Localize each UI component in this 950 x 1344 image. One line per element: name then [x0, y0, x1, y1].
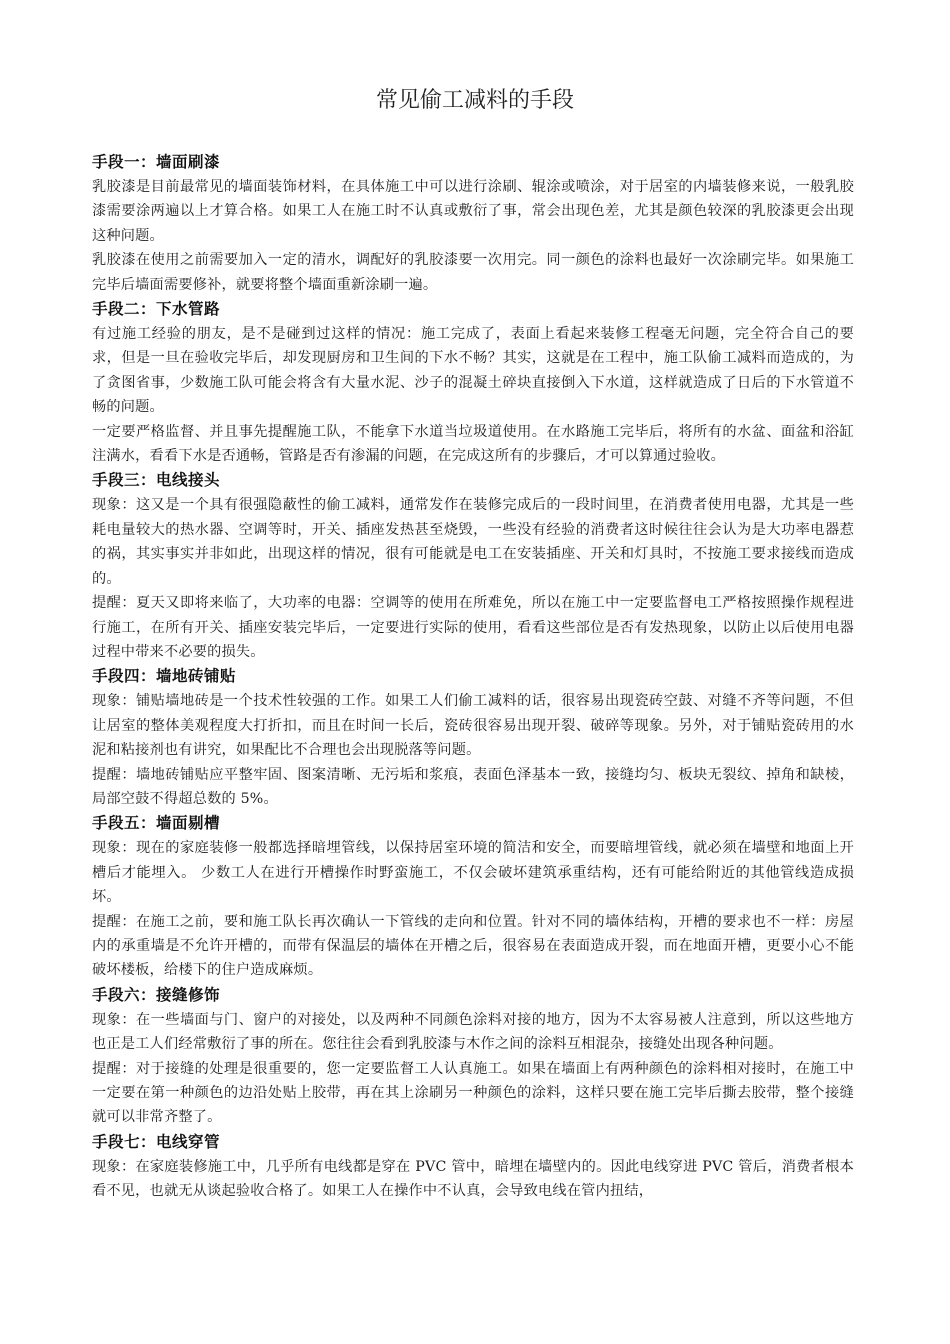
section-paragraph: 提醒：在施工之前，要和施工队长再次确认一下管线的走向和位置。针对不同的墙体结构，开槽的要求也不一样：房屋内的承重墙是不允许开槽的，而带有保温层的墙体在开槽之后，很容易在表面造成开裂，而在地面开槽，更要小心不能破坏楼板，给楼下的住户造成麻烦。: [92, 913, 854, 979]
section-wire-joints: [92, 468, 854, 664]
section-heading: 手段三：电线接头: [92, 471, 221, 490]
section-paragraph: 现象：现在的家庭装修一般都选择暗埋管线，以保持居室环境的简洁和安全，而要暗埋管线，就必须在墙壁和地面上开槽后才能埋入。 少数工人在进行开槽操作时野蛮施工，不仅会破坏建筑承重结构，还有可能给附近的其他管线造成损坏。: [92, 840, 854, 906]
section-paragraph: 现象：在家庭装修施工中，几乎所有电线都是穿在 PVC 管中，暗埋在墙壁内的。因此电线穿进 PVC 管后，消费者根本看不见，也就无从谈起验收合格了。如果工人在操作中不认真，会导致电线在管内扭结，: [92, 1158, 854, 1200]
section-heading: 手段五：墙面剔槽: [92, 814, 221, 833]
section-paragraph: 提醒：对于接缝的处理是很重要的，您一定要监督工人认真施工。如果在墙面上有两种颜色的涂料相对接时，在施工中一定要在第一种颜色的边沿处贴上胶带，再在其上涂刷另一种颜色的涂料，这样只要在施工完毕后撕去胶带，整个接缝就可以非常齐整了。: [92, 1060, 854, 1126]
document-body: [92, 150, 854, 1204]
section-wall-painting: [92, 150, 854, 297]
document-title: 常见偷工减料的手段: [375, 88, 574, 113]
section-paragraph: 有过施工经验的朋友，是不是碰到过这样的情况：施工完成了，表面上看起来装修工程毫无问题，完全符合自己的要求，但是一旦在验收完毕后，却发现厨房和卫生间的下水不畅？其实，这就是在工程中，施工队偷工减料而造成的，为了贪图省事，少数施工队可能会将含有大量水泥、沙子的混凝土碎块直接倒入下水道，这样就造成了日后的下水管道不畅的问题。: [92, 326, 854, 416]
section-seam-finishing: [92, 983, 854, 1130]
section-paragraph: 现象：铺贴墙地砖是一个技术性较强的工作。如果工人们偷工减料的话，很容易出现瓷砖空鼓、对缝不齐等问题，不但让居室的整体美观程度大打折扣，而且在时间一长后，瓷砖很容易出现开裂、破碎等现象。另外，对于铺贴瓷砖用的水泥和粘接剂也有讲究，如果配比不合理也会出现脱落等问题。: [92, 693, 854, 759]
section-heading: 手段七：电线穿管: [92, 1132, 221, 1151]
section-paragraph: 现象：在一些墙面与门、窗户的对接处，以及两种不同颜色涂料对接的地方，因为不太容易被人注意到，所以这些地方也正是工人们经常敷衍了事的所在。您往往会看到乳胶漆与木作之间的涂料互相混杂，接缝处出现各种问题。: [92, 1011, 854, 1053]
section-heading: 手段二：下水管路: [92, 300, 221, 319]
section-paragraph: 现象：这又是一个具有很强隐蔽性的偷工减料，通常发作在装修完成后的一段时间里，在消费者使用电器，尤其是一些耗电量较大的热水器、空调等时，开关、插座发热甚至烧毁，一些没有经验的消费者这时候往往会认为是大功率电器惹的祸，其实事实并非如此，出现这样的情况，很有可能就是电工在安装插座、开关和灯具时，不按施工要求接线而造成的。: [92, 497, 854, 587]
section-tile-laying: [92, 664, 854, 811]
section-paragraph: 提醒：墙地砖铺贴应平整牢固、图案清晰、无污垢和浆痕，表面色泽基本一致，接缝均匀、板块无裂纹、掉角和缺棱，局部空鼓不得超总数的 5%。: [92, 766, 854, 807]
section-wall-grooving: [92, 811, 854, 982]
section-drain-pipes: [92, 297, 854, 468]
section-heading: 手段四：墙地砖铺贴: [92, 667, 237, 686]
section-paragraph: 一定要严格监督、并且事先提醒施工队，不能拿下水道当垃圾道使用。在水路施工完毕后，将所有的水盆、面盆和浴缸注满水，看看下水是否通畅，管路是否有渗漏的问题，在完成这所有的步骤后，才可以算通过验收。: [92, 423, 854, 465]
section-paragraph: 乳胶漆在使用之前需要加入一定的清水，调配好的乳胶漆要一次用完。同一颜色的涂料也最好一次涂刷完毕。如果施工完毕后墙面需要修补，就要将整个墙面重新涂刷一遍。: [92, 252, 854, 293]
section-heading: 手段六：接缝修饰: [92, 985, 221, 1004]
section-paragraph: 提醒：夏天又即将来临了，大功率的电器：空调等的使用在所难免，所以在施工中一定要监督电工严格按照操作规程进行施工，在所有开关、插座安装完毕后，一定要进行实际的使用，看看这些部位是否有发热现象，以防止以后使用电器过程中带来不必要的损失。: [92, 595, 854, 660]
section-wire-conduit: [92, 1130, 854, 1204]
section-paragraph: 乳胶漆是目前最常见的墙面装饰材料，在具体施工中可以进行涂刷、辊涂或喷涂，对于居室的内墙装修来说，一般乳胶漆需要涂两遍以上才算合格。如果工人在施工时不认真或敷衍了事，常会出现色差，尤其是颜色较深的乳胶漆更会出现这种问题。: [92, 179, 854, 244]
section-heading: 手段一：墙面刷漆: [92, 153, 221, 171]
